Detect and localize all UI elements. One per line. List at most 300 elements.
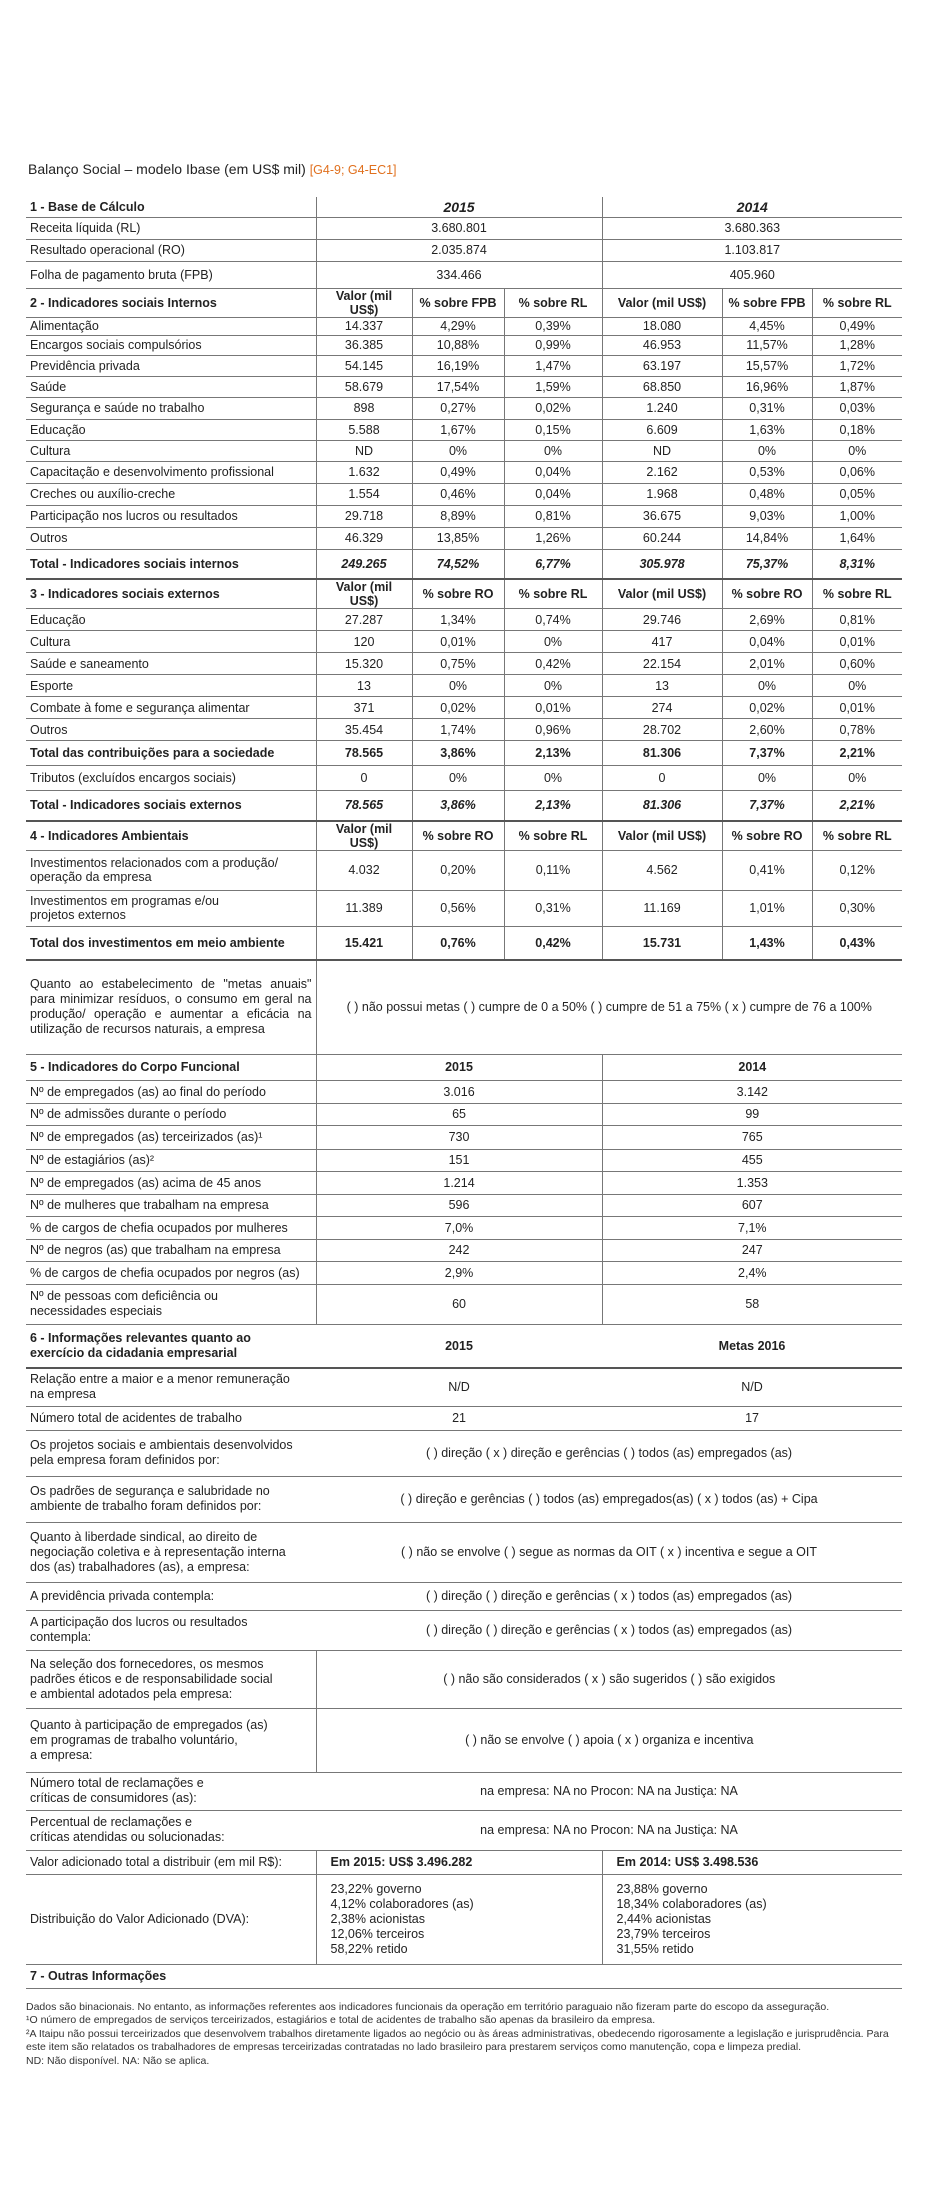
column-header: Valor (mil US$): [316, 579, 412, 609]
funcional-row: [26, 1080, 902, 1103]
row-label: Nº de empregados (as) terceirizados (as)¹: [26, 1125, 316, 1149]
section-header-funcional: [26, 1054, 902, 1080]
value-cell: 2,21%: [812, 741, 902, 766]
value-cell: 730: [316, 1125, 602, 1149]
value-cell: 3,86%: [412, 741, 504, 766]
value-cell: 4.032: [316, 850, 412, 890]
section-title: 3 - Indicadores sociais externos: [26, 579, 316, 609]
value-cell: 0: [316, 766, 412, 791]
row-label: Creches ou auxílio-creche: [26, 483, 316, 505]
data-row: [26, 719, 902, 741]
column-header: % sobre RO: [412, 579, 504, 609]
row-label: Nº de empregados (as) acima de 45 anos: [26, 1171, 316, 1194]
row-label: Valor adicionado total a distribuir (em mil R$):: [26, 1850, 316, 1874]
value-cell: ND: [316, 440, 412, 461]
year-header: 2015: [316, 197, 602, 217]
row-label: Nº de negros (as) que trabalham na empresa: [26, 1239, 316, 1261]
row-label: Saúde: [26, 376, 316, 397]
value-cell: 0,99%: [504, 335, 602, 355]
data-row: [26, 335, 902, 355]
section-title: 2 - Indicadores sociais Internos: [26, 288, 316, 317]
value-cell: 0,12%: [812, 850, 902, 890]
value-cell: 2,21%: [812, 791, 902, 821]
value-cell: 0,04%: [504, 483, 602, 505]
column-header: % sobre RL: [504, 288, 602, 317]
value-cell: 13: [602, 675, 722, 697]
value-cell: 1,43%: [722, 926, 812, 960]
value-cell: 2,9%: [316, 1261, 602, 1284]
value-cell: 2.162: [602, 461, 722, 483]
value-cell: 0,46%: [412, 483, 504, 505]
value-cell: 13,85%: [412, 527, 504, 549]
funcional-row: [26, 1239, 902, 1261]
value-cell: 4,45%: [722, 317, 812, 335]
column-header: Valor (mil US$): [602, 821, 722, 851]
dva-2015: 23,22% governo 4,12% colaboradores (as) 2,38% acionistas 12,06% terceiros 58,22% retido: [316, 1874, 602, 1964]
data-row: [26, 850, 902, 890]
row-label: Capacitação e desenvolvimento profissional: [26, 461, 316, 483]
value-cell: 0,81%: [504, 505, 602, 527]
value-cell: 1.240: [602, 397, 722, 419]
value-cell: 11.169: [602, 890, 722, 926]
column-header: % sobre RL: [812, 288, 902, 317]
value-cell: 5.588: [316, 419, 412, 440]
value-cell: 0,30%: [812, 890, 902, 926]
value-cell: na empresa: NA no Procon: NA na Justiça: NA: [316, 1772, 902, 1810]
data-row: [26, 419, 902, 440]
row-label: Total - Indicadores sociais internos: [26, 549, 316, 579]
funcional-row: [26, 1149, 902, 1171]
value-cell: 0,49%: [812, 317, 902, 335]
row-label: Educação: [26, 609, 316, 631]
dva-2014: 23,88% governo 18,34% colaboradores (as) 2,44% acionistas 23,79% terceiros 31,55% retido: [602, 1874, 902, 1964]
value-cell: ND: [602, 440, 722, 461]
row-label: Investimentos relacionados com a produção/ operação da empresa: [26, 850, 316, 890]
row-label: Receita líquida (RL): [26, 217, 316, 239]
row-label: Investimentos em programas e/ou projetos externos: [26, 890, 316, 926]
value-cell: 0,02%: [504, 397, 602, 419]
value-cell: 1.214: [316, 1171, 602, 1194]
value-cell: 0%: [504, 440, 602, 461]
value-cell: 2,13%: [504, 791, 602, 821]
data-row: [26, 317, 902, 335]
year-header: 2014: [602, 1054, 902, 1080]
row-label: Percentual de reclamações e críticas atendidas ou solucionadas:: [26, 1810, 316, 1850]
value-cell: 0%: [412, 675, 504, 697]
metas-row: [26, 960, 902, 1054]
value-cell: 0%: [504, 766, 602, 791]
value-cell: 3,86%: [412, 791, 504, 821]
value-cell: 74,52%: [412, 549, 504, 579]
value-cell: 0,05%: [812, 483, 902, 505]
value-cell: 4.562: [602, 850, 722, 890]
row-label: Previdência privada: [26, 355, 316, 376]
value-cell: 405.960: [602, 261, 902, 288]
value-cell: ( ) não se envolve ( ) apoia ( x ) organiza e incentiva: [316, 1708, 902, 1772]
value-cell: 0,60%: [812, 653, 902, 675]
row-label: Total das contribuições para a sociedade: [26, 741, 316, 766]
funcional-row: [26, 1125, 902, 1149]
value-cell: 0,49%: [412, 461, 504, 483]
row-label: Total dos investimentos em meio ambiente: [26, 926, 316, 960]
value-cell: 0,39%: [504, 317, 602, 335]
value-cell: 0,41%: [722, 850, 812, 890]
value-cell: 1.103.817: [602, 239, 902, 261]
row-label: Alimentação: [26, 317, 316, 335]
column-header: % sobre FPB: [412, 288, 504, 317]
valor-2015: Em 2015: US$ 3.496.282: [316, 1850, 602, 1874]
value-cell: 274: [602, 697, 722, 719]
row-label: Número total de acidentes de trabalho: [26, 1406, 316, 1430]
row-label: Nº de mulheres que trabalham na empresa: [26, 1194, 316, 1216]
column-header: Valor (mil US$): [316, 821, 412, 851]
row-label: Tributos (excluídos encargos sociais): [26, 766, 316, 791]
cidadania-row: [26, 1522, 902, 1582]
row-label: Relação entre a maior e a menor remuneração na empresa: [26, 1368, 316, 1406]
value-cell: 334.466: [316, 261, 602, 288]
data-row: [26, 609, 902, 631]
year-header: 2015: [316, 1054, 602, 1080]
value-cell: 8,31%: [812, 549, 902, 579]
value-cell: 1,63%: [722, 419, 812, 440]
value-cell: 21: [316, 1406, 602, 1430]
value-cell: ( ) não são considerados ( x ) são sugeridos ( ) são exigidos: [316, 1650, 902, 1708]
row-label: Nº de pessoas com deficiência ou necessidades especiais: [26, 1284, 316, 1324]
value-cell: 249.265: [316, 549, 412, 579]
value-cell: 1.353: [602, 1171, 902, 1194]
value-cell: 36.385: [316, 335, 412, 355]
row-label: Nº de estagiários (as)²: [26, 1149, 316, 1171]
value-cell: 11.389: [316, 890, 412, 926]
value-cell: 54.145: [316, 355, 412, 376]
column-header: % sobre RL: [812, 821, 902, 851]
value-cell: 0,18%: [812, 419, 902, 440]
row-label: % de cargos de chefia ocupados por mulheres: [26, 1216, 316, 1239]
value-cell: 1,34%: [412, 609, 504, 631]
column-header: Valor (mil US$): [602, 579, 722, 609]
value-cell: 0,27%: [412, 397, 504, 419]
row-label: Os projetos sociais e ambientais desenvolvidos pela empresa foram definidos por:: [26, 1430, 316, 1476]
cidadania-row: [26, 1772, 902, 1810]
total-row: [26, 549, 902, 579]
section-title: 4 - Indicadores Ambientais: [26, 821, 316, 851]
value-cell: 81.306: [602, 741, 722, 766]
value-cell: 0,81%: [812, 609, 902, 631]
value-cell: 68.850: [602, 376, 722, 397]
value-cell: 9,03%: [722, 505, 812, 527]
value-cell: N/D: [602, 1368, 902, 1406]
funcional-row: [26, 1284, 902, 1324]
year-header: Metas 2016: [602, 1324, 902, 1368]
data-row: [26, 653, 902, 675]
value-cell: 0,74%: [504, 609, 602, 631]
data-row: [26, 376, 902, 397]
footnote: ¹O número de empregados de serviços terceirizados, estagiários e total de acidentes de trabalho são apenas da brasileiro da empresa.: [26, 2014, 656, 2026]
value-cell: 0%: [412, 766, 504, 791]
value-cell: 0%: [722, 675, 812, 697]
value-cell: 3.680.363: [602, 217, 902, 239]
data-row: [26, 505, 902, 527]
title-text: Balanço Social – modelo Ibase (em US$ mil): [28, 161, 306, 177]
row-label: Quanto à participação de empregados (as) em programas de trabalho voluntário, a empresa:: [26, 1708, 316, 1772]
value-cell: 0,02%: [722, 697, 812, 719]
year-header: 2014: [602, 197, 902, 217]
value-cell: 75,37%: [722, 549, 812, 579]
row-label: Os padrões de segurança e salubridade no ambiente de trabalho foram definidos por:: [26, 1476, 316, 1522]
value-cell: 0,03%: [812, 397, 902, 419]
row-label: Distribuição do Valor Adicionado (DVA):: [26, 1874, 316, 1964]
value-cell: 0,01%: [504, 697, 602, 719]
valor-2014: Em 2014: US$ 3.498.536: [602, 1850, 902, 1874]
value-cell: 78.565: [316, 741, 412, 766]
row-label: Segurança e saúde no trabalho: [26, 397, 316, 419]
row-label: Esporte: [26, 675, 316, 697]
value-cell: 6,77%: [504, 549, 602, 579]
value-cell: 14.337: [316, 317, 412, 335]
value-cell: 0,96%: [504, 719, 602, 741]
value-cell: ( ) direção ( x ) direção e gerências ( ) todos (as) empregados (as): [316, 1430, 902, 1476]
cidadania-row: [26, 1406, 902, 1430]
value-cell: 4,29%: [412, 317, 504, 335]
value-cell: 15.421: [316, 926, 412, 960]
data-row: [26, 697, 902, 719]
value-cell: 0%: [722, 440, 812, 461]
value-cell: 17,54%: [412, 376, 504, 397]
value-cell: 0%: [812, 766, 902, 791]
value-cell: 0,42%: [504, 926, 602, 960]
value-cell: 1,59%: [504, 376, 602, 397]
value-cell: 0,75%: [412, 653, 504, 675]
value-cell: 0,01%: [812, 631, 902, 653]
cidadania-row: [26, 1650, 902, 1708]
row-label: A previdência privada contempla:: [26, 1582, 316, 1610]
value-cell: 1,26%: [504, 527, 602, 549]
value-cell: 151: [316, 1149, 602, 1171]
value-cell: 0,43%: [812, 926, 902, 960]
value-cell: 1.968: [602, 483, 722, 505]
value-cell: 0,01%: [412, 631, 504, 653]
column-header: % sobre RL: [504, 579, 602, 609]
value-cell: 3.142: [602, 1080, 902, 1103]
cidadania-row: [26, 1708, 902, 1772]
base-row: [26, 261, 902, 288]
data-row: [26, 397, 902, 419]
value-cell: 2,60%: [722, 719, 812, 741]
value-cell: 63.197: [602, 355, 722, 376]
total-row: [26, 741, 902, 766]
section-header-cidadania: [26, 1324, 902, 1368]
value-cell: 3.016: [316, 1080, 602, 1103]
value-cell: 1,74%: [412, 719, 504, 741]
value-cell: 0,56%: [412, 890, 504, 926]
value-cell: 0,76%: [412, 926, 504, 960]
value-cell: 596: [316, 1194, 602, 1216]
value-cell: 247: [602, 1239, 902, 1261]
data-row: [26, 440, 902, 461]
column-header: % sobre RO: [722, 579, 812, 609]
row-label: Nº de empregados (as) ao final do período: [26, 1080, 316, 1103]
value-cell: 2,69%: [722, 609, 812, 631]
value-cell: 28.702: [602, 719, 722, 741]
year-header: 2015: [316, 1324, 602, 1368]
row-label: % de cargos de chefia ocupados por negros (as): [26, 1261, 316, 1284]
value-cell: 1,00%: [812, 505, 902, 527]
section-title: 6 - Informações relevantes quanto ao exercício da cidadania empresarial: [26, 1324, 316, 1368]
funcional-row: [26, 1194, 902, 1216]
balanco-social-table: [26, 197, 902, 1989]
value-cell: 58: [602, 1284, 902, 1324]
value-cell: 3.680.801: [316, 217, 602, 239]
value-cell: 0%: [504, 631, 602, 653]
value-cell: 0,31%: [504, 890, 602, 926]
value-cell: 0,15%: [504, 419, 602, 440]
value-cell: N/D: [316, 1368, 602, 1406]
value-cell: 99: [602, 1103, 902, 1125]
row-label: Encargos sociais compulsórios: [26, 335, 316, 355]
table-body: [26, 197, 902, 1988]
funcional-row: [26, 1261, 902, 1284]
column-header: % sobre RL: [504, 821, 602, 851]
metas-answer: ( ) não possui metas ( ) cumpre de 0 a 50% ( ) cumpre de 51 a 75% ( x ) cumpre de 76 a 100%: [316, 960, 902, 1054]
page-title: [28, 161, 902, 177]
footnote: ND: Não disponível. NA: Não se aplica.: [26, 2054, 210, 2067]
value-cell: 1,28%: [812, 335, 902, 355]
value-cell: 0%: [812, 440, 902, 461]
value-cell: na empresa: NA no Procon: NA na Justiça: NA: [316, 1810, 902, 1850]
row-label: Outros: [26, 719, 316, 741]
value-cell: 10,88%: [412, 335, 504, 355]
value-cell: 6.609: [602, 419, 722, 440]
column-header: % sobre RO: [412, 821, 504, 851]
section-title: 1 - Base de Cálculo: [26, 197, 316, 217]
data-row: [26, 483, 902, 505]
value-cell: 46.953: [602, 335, 722, 355]
valor-row: [26, 1850, 902, 1874]
footnote: ²A Itaipu não possui terceirizados que desenvolvem trabalhos diretamente ligados ao negócio ou às áreas administrativas, obedecendo rigorosamente a legislação e jurisprudência. Para este item são relatados os trabalhadores de empresas terceirizadas contratadas no lado brasileiro para prestarem serviços como manutenção, copa e limpeza predial.: [26, 2027, 889, 2053]
value-cell: 0,04%: [504, 461, 602, 483]
metas-question: Quanto ao estabelecimento de "metas anuais" para minimizar resíduos, o consumo em geral na produção/ operação e aumentar a eficácia na utilização de recursos naturais, a empresa: [26, 960, 316, 1054]
value-cell: 1,47%: [504, 355, 602, 376]
total-row: [26, 926, 902, 960]
base-row: [26, 217, 902, 239]
row-label: Combate à fome e segurança alimentar: [26, 697, 316, 719]
base-row: [26, 239, 902, 261]
value-cell: 765: [602, 1125, 902, 1149]
row-label: Número total de reclamações e críticas de consumidores (as):: [26, 1772, 316, 1810]
row-label: Resultado operacional (RO): [26, 239, 316, 261]
data-row: [26, 675, 902, 697]
value-cell: 305.978: [602, 549, 722, 579]
value-cell: 18.080: [602, 317, 722, 335]
value-cell: 78.565: [316, 791, 412, 821]
cidadania-row: [26, 1430, 902, 1476]
value-cell: 0: [602, 766, 722, 791]
value-cell: 29.718: [316, 505, 412, 527]
value-cell: 0,78%: [812, 719, 902, 741]
section-header-externos: [26, 579, 902, 609]
value-cell: ( ) direção ( ) direção e gerências ( x ) todos (as) empregados (as): [316, 1610, 902, 1650]
data-row: [26, 631, 902, 653]
dva-row: [26, 1874, 902, 1964]
value-cell: 0%: [504, 675, 602, 697]
value-cell: 417: [602, 631, 722, 653]
value-cell: 0,02%: [412, 697, 504, 719]
column-header: % sobre FPB: [722, 288, 812, 317]
value-cell: ( ) não se envolve ( ) segue as normas da OIT ( x ) incentiva e segue a OIT: [316, 1522, 902, 1582]
value-cell: 0%: [722, 766, 812, 791]
column-header: % sobre RL: [812, 579, 902, 609]
value-cell: 898: [316, 397, 412, 419]
value-cell: 0,48%: [722, 483, 812, 505]
data-row: [26, 461, 902, 483]
value-cell: 1,87%: [812, 376, 902, 397]
cidadania-row: [26, 1476, 902, 1522]
value-cell: 455: [602, 1149, 902, 1171]
total-row: [26, 791, 902, 821]
value-cell: 0,42%: [504, 653, 602, 675]
value-cell: 27.287: [316, 609, 412, 631]
value-cell: 16,19%: [412, 355, 504, 376]
section-header-outras: [26, 1964, 902, 1988]
row-label: A participação dos lucros ou resultados contempla:: [26, 1610, 316, 1650]
value-cell: 2,13%: [504, 741, 602, 766]
value-cell: 22.154: [602, 653, 722, 675]
section-header-ambientais: [26, 821, 902, 851]
footnotes: [26, 2001, 906, 2069]
gri-reference: [G4-9; G4-EC1]: [309, 163, 397, 177]
value-cell: 15.320: [316, 653, 412, 675]
value-cell: 15.731: [602, 926, 722, 960]
value-cell: 11,57%: [722, 335, 812, 355]
row-label: Participação nos lucros ou resultados: [26, 505, 316, 527]
data-row: [26, 890, 902, 926]
value-cell: 0,20%: [412, 850, 504, 890]
footnote: Dados são binacionais. No entanto, as informações referentes aos indicadores funcionais da operação em território paraguaio não fizeram parte do escopo da asseguração.: [26, 2000, 830, 2013]
value-cell: 1.632: [316, 461, 412, 483]
column-header: % sobre RO: [722, 821, 812, 851]
row-label: Nº de admissões durante o período: [26, 1103, 316, 1125]
funcional-row: [26, 1171, 902, 1194]
data-row: [26, 766, 902, 791]
row-label: Cultura: [26, 440, 316, 461]
value-cell: 1,67%: [412, 419, 504, 440]
value-cell: ( ) direção ( ) direção e gerências ( x ) todos (as) empregados (as): [316, 1582, 902, 1610]
value-cell: 0,11%: [504, 850, 602, 890]
row-label: Educação: [26, 419, 316, 440]
value-cell: 15,57%: [722, 355, 812, 376]
value-cell: 58.679: [316, 376, 412, 397]
value-cell: 1,72%: [812, 355, 902, 376]
section-title: 7 - Outras Informações: [26, 1964, 902, 1988]
row-label: Quanto à liberdade sindical, ao direito de negociação coletiva e à representação interna dos (as) trabalhadores (as), a empresa:: [26, 1522, 316, 1582]
value-cell: 7,37%: [722, 741, 812, 766]
row-label: Folha de pagamento bruta (FPB): [26, 261, 316, 288]
value-cell: 0,01%: [812, 697, 902, 719]
value-cell: 0,53%: [722, 461, 812, 483]
value-cell: 0,04%: [722, 631, 812, 653]
value-cell: 29.746: [602, 609, 722, 631]
row-label: Cultura: [26, 631, 316, 653]
value-cell: 2.035.874: [316, 239, 602, 261]
section-header-base: [26, 197, 902, 217]
row-label: Na seleção dos fornecedores, os mesmos padrões éticos e de responsabilidade social e ambiental adotados pela empresa:: [26, 1650, 316, 1708]
cidadania-row: [26, 1810, 902, 1850]
value-cell: 0,06%: [812, 461, 902, 483]
value-cell: 8,89%: [412, 505, 504, 527]
value-cell: 60.244: [602, 527, 722, 549]
row-label: Total - Indicadores sociais externos: [26, 791, 316, 821]
value-cell: 60: [316, 1284, 602, 1324]
